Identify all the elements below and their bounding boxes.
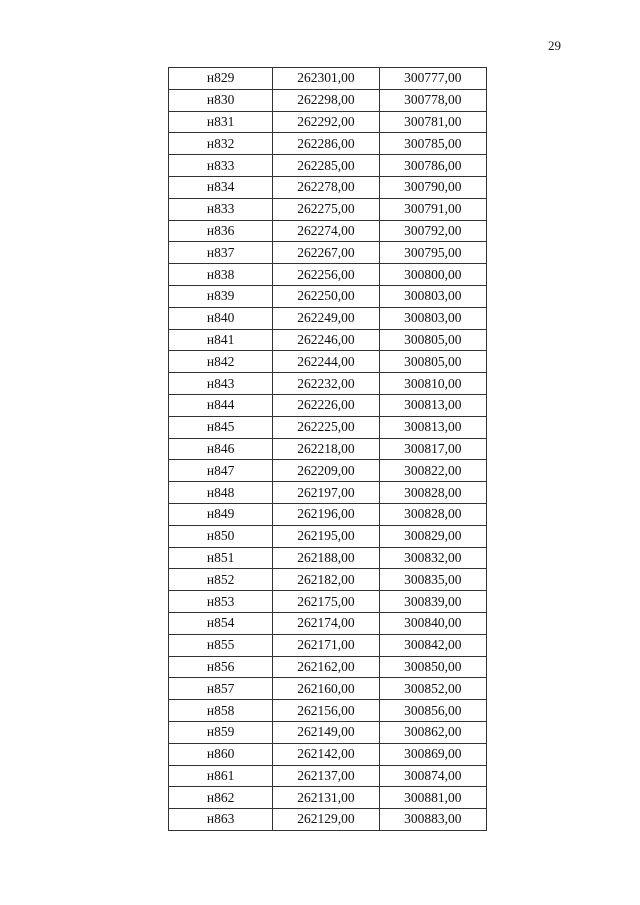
coordinates-table-body bbox=[169, 68, 487, 831]
y-coordinate-cell: 300874,00 bbox=[379, 765, 486, 787]
y-coordinate-cell: 300785,00 bbox=[379, 133, 486, 155]
point-id-cell: н839 bbox=[169, 285, 273, 307]
x-coordinate-cell: 262278,00 bbox=[273, 176, 379, 198]
x-coordinate-cell: 262197,00 bbox=[273, 482, 379, 504]
x-coordinate-cell: 262137,00 bbox=[273, 765, 379, 787]
table-row bbox=[169, 569, 487, 591]
table-row bbox=[169, 591, 487, 613]
x-coordinate-cell: 262225,00 bbox=[273, 416, 379, 438]
table-row bbox=[169, 809, 487, 831]
table-row bbox=[169, 743, 487, 765]
table-row bbox=[169, 373, 487, 395]
point-id-cell: н854 bbox=[169, 612, 273, 634]
table-row bbox=[169, 547, 487, 569]
point-id-cell: н850 bbox=[169, 525, 273, 547]
point-id-cell: н830 bbox=[169, 89, 273, 111]
y-coordinate-cell: 300778,00 bbox=[379, 89, 486, 111]
y-coordinate-cell: 300803,00 bbox=[379, 285, 486, 307]
table-row bbox=[169, 198, 487, 220]
y-coordinate-cell: 300817,00 bbox=[379, 438, 486, 460]
x-coordinate-cell: 262244,00 bbox=[273, 351, 379, 373]
table-row bbox=[169, 155, 487, 177]
point-id-cell: н858 bbox=[169, 700, 273, 722]
table-row bbox=[169, 176, 487, 198]
y-coordinate-cell: 300883,00 bbox=[379, 809, 486, 831]
point-id-cell: н834 bbox=[169, 176, 273, 198]
point-id-cell: н863 bbox=[169, 809, 273, 831]
table-row bbox=[169, 656, 487, 678]
point-id-cell: н851 bbox=[169, 547, 273, 569]
x-coordinate-cell: 262226,00 bbox=[273, 394, 379, 416]
y-coordinate-cell: 300835,00 bbox=[379, 569, 486, 591]
point-id-cell: н832 bbox=[169, 133, 273, 155]
y-coordinate-cell: 300852,00 bbox=[379, 678, 486, 700]
x-coordinate-cell: 262196,00 bbox=[273, 503, 379, 525]
table-row bbox=[169, 700, 487, 722]
y-coordinate-cell: 300781,00 bbox=[379, 111, 486, 133]
y-coordinate-cell: 300828,00 bbox=[379, 503, 486, 525]
point-id-cell: н836 bbox=[169, 220, 273, 242]
table-row bbox=[169, 438, 487, 460]
table-row bbox=[169, 68, 487, 90]
x-coordinate-cell: 262162,00 bbox=[273, 656, 379, 678]
y-coordinate-cell: 300800,00 bbox=[379, 264, 486, 286]
table-row bbox=[169, 416, 487, 438]
point-id-cell: н853 bbox=[169, 591, 273, 613]
y-coordinate-cell: 300842,00 bbox=[379, 634, 486, 656]
y-coordinate-cell: 300791,00 bbox=[379, 198, 486, 220]
x-coordinate-cell: 262149,00 bbox=[273, 721, 379, 743]
point-id-cell: н829 bbox=[169, 68, 273, 90]
table-row bbox=[169, 482, 487, 504]
point-id-cell: н857 bbox=[169, 678, 273, 700]
y-coordinate-cell: 300850,00 bbox=[379, 656, 486, 678]
x-coordinate-cell: 262232,00 bbox=[273, 373, 379, 395]
x-coordinate-cell: 262301,00 bbox=[273, 68, 379, 90]
x-coordinate-cell: 262182,00 bbox=[273, 569, 379, 591]
point-id-cell: н831 bbox=[169, 111, 273, 133]
point-id-cell: н846 bbox=[169, 438, 273, 460]
point-id-cell: н845 bbox=[169, 416, 273, 438]
x-coordinate-cell: 262285,00 bbox=[273, 155, 379, 177]
table-row bbox=[169, 220, 487, 242]
x-coordinate-cell: 262209,00 bbox=[273, 460, 379, 482]
table-row bbox=[169, 351, 487, 373]
x-coordinate-cell: 262286,00 bbox=[273, 133, 379, 155]
y-coordinate-cell: 300803,00 bbox=[379, 307, 486, 329]
point-id-cell: н841 bbox=[169, 329, 273, 351]
y-coordinate-cell: 300840,00 bbox=[379, 612, 486, 634]
table-row bbox=[169, 678, 487, 700]
y-coordinate-cell: 300777,00 bbox=[379, 68, 486, 90]
y-coordinate-cell: 300832,00 bbox=[379, 547, 486, 569]
x-coordinate-cell: 262156,00 bbox=[273, 700, 379, 722]
table-row bbox=[169, 285, 487, 307]
y-coordinate-cell: 300792,00 bbox=[379, 220, 486, 242]
point-id-cell: н838 bbox=[169, 264, 273, 286]
y-coordinate-cell: 300839,00 bbox=[379, 591, 486, 613]
x-coordinate-cell: 262188,00 bbox=[273, 547, 379, 569]
page-number: 29 bbox=[548, 38, 561, 53]
table-row bbox=[169, 242, 487, 264]
point-id-cell: н840 bbox=[169, 307, 273, 329]
table-row bbox=[169, 307, 487, 329]
x-coordinate-cell: 262292,00 bbox=[273, 111, 379, 133]
x-coordinate-cell: 262174,00 bbox=[273, 612, 379, 634]
point-id-cell: н856 bbox=[169, 656, 273, 678]
table-row bbox=[169, 133, 487, 155]
x-coordinate-cell: 262142,00 bbox=[273, 743, 379, 765]
y-coordinate-cell: 300881,00 bbox=[379, 787, 486, 809]
table-row bbox=[169, 460, 487, 482]
coordinates-table bbox=[168, 67, 487, 831]
table-row bbox=[169, 525, 487, 547]
x-coordinate-cell: 262246,00 bbox=[273, 329, 379, 351]
y-coordinate-cell: 300805,00 bbox=[379, 329, 486, 351]
table-row bbox=[169, 721, 487, 743]
y-coordinate-cell: 300813,00 bbox=[379, 416, 486, 438]
x-coordinate-cell: 262256,00 bbox=[273, 264, 379, 286]
table-row bbox=[169, 634, 487, 656]
x-coordinate-cell: 262218,00 bbox=[273, 438, 379, 460]
x-coordinate-cell: 262249,00 bbox=[273, 307, 379, 329]
table-row bbox=[169, 787, 487, 809]
table-row bbox=[169, 765, 487, 787]
x-coordinate-cell: 262195,00 bbox=[273, 525, 379, 547]
point-id-cell: н861 bbox=[169, 765, 273, 787]
y-coordinate-cell: 300790,00 bbox=[379, 176, 486, 198]
x-coordinate-cell: 262275,00 bbox=[273, 198, 379, 220]
point-id-cell: н844 bbox=[169, 394, 273, 416]
y-coordinate-cell: 300795,00 bbox=[379, 242, 486, 264]
point-id-cell: н859 bbox=[169, 721, 273, 743]
x-coordinate-cell: 262250,00 bbox=[273, 285, 379, 307]
y-coordinate-cell: 300813,00 bbox=[379, 394, 486, 416]
point-id-cell: н843 bbox=[169, 373, 273, 395]
table-row bbox=[169, 612, 487, 634]
point-id-cell: н847 bbox=[169, 460, 273, 482]
point-id-cell: н833 bbox=[169, 198, 273, 220]
y-coordinate-cell: 300829,00 bbox=[379, 525, 486, 547]
y-coordinate-cell: 300822,00 bbox=[379, 460, 486, 482]
x-coordinate-cell: 262298,00 bbox=[273, 89, 379, 111]
x-coordinate-cell: 262160,00 bbox=[273, 678, 379, 700]
table-row bbox=[169, 394, 487, 416]
table-row bbox=[169, 329, 487, 351]
y-coordinate-cell: 300805,00 bbox=[379, 351, 486, 373]
point-id-cell: н833 bbox=[169, 155, 273, 177]
table-row bbox=[169, 89, 487, 111]
x-coordinate-cell: 262129,00 bbox=[273, 809, 379, 831]
table-row bbox=[169, 111, 487, 133]
point-id-cell: н862 bbox=[169, 787, 273, 809]
table-row bbox=[169, 503, 487, 525]
point-id-cell: н852 bbox=[169, 569, 273, 591]
point-id-cell: н849 bbox=[169, 503, 273, 525]
y-coordinate-cell: 300786,00 bbox=[379, 155, 486, 177]
x-coordinate-cell: 262171,00 bbox=[273, 634, 379, 656]
y-coordinate-cell: 300810,00 bbox=[379, 373, 486, 395]
y-coordinate-cell: 300862,00 bbox=[379, 721, 486, 743]
point-id-cell: н848 bbox=[169, 482, 273, 504]
point-id-cell: н860 bbox=[169, 743, 273, 765]
point-id-cell: н855 bbox=[169, 634, 273, 656]
x-coordinate-cell: 262267,00 bbox=[273, 242, 379, 264]
point-id-cell: н842 bbox=[169, 351, 273, 373]
x-coordinate-cell: 262175,00 bbox=[273, 591, 379, 613]
y-coordinate-cell: 300869,00 bbox=[379, 743, 486, 765]
y-coordinate-cell: 300856,00 bbox=[379, 700, 486, 722]
x-coordinate-cell: 262274,00 bbox=[273, 220, 379, 242]
point-id-cell: н837 bbox=[169, 242, 273, 264]
x-coordinate-cell: 262131,00 bbox=[273, 787, 379, 809]
table-row bbox=[169, 264, 487, 286]
y-coordinate-cell: 300828,00 bbox=[379, 482, 486, 504]
